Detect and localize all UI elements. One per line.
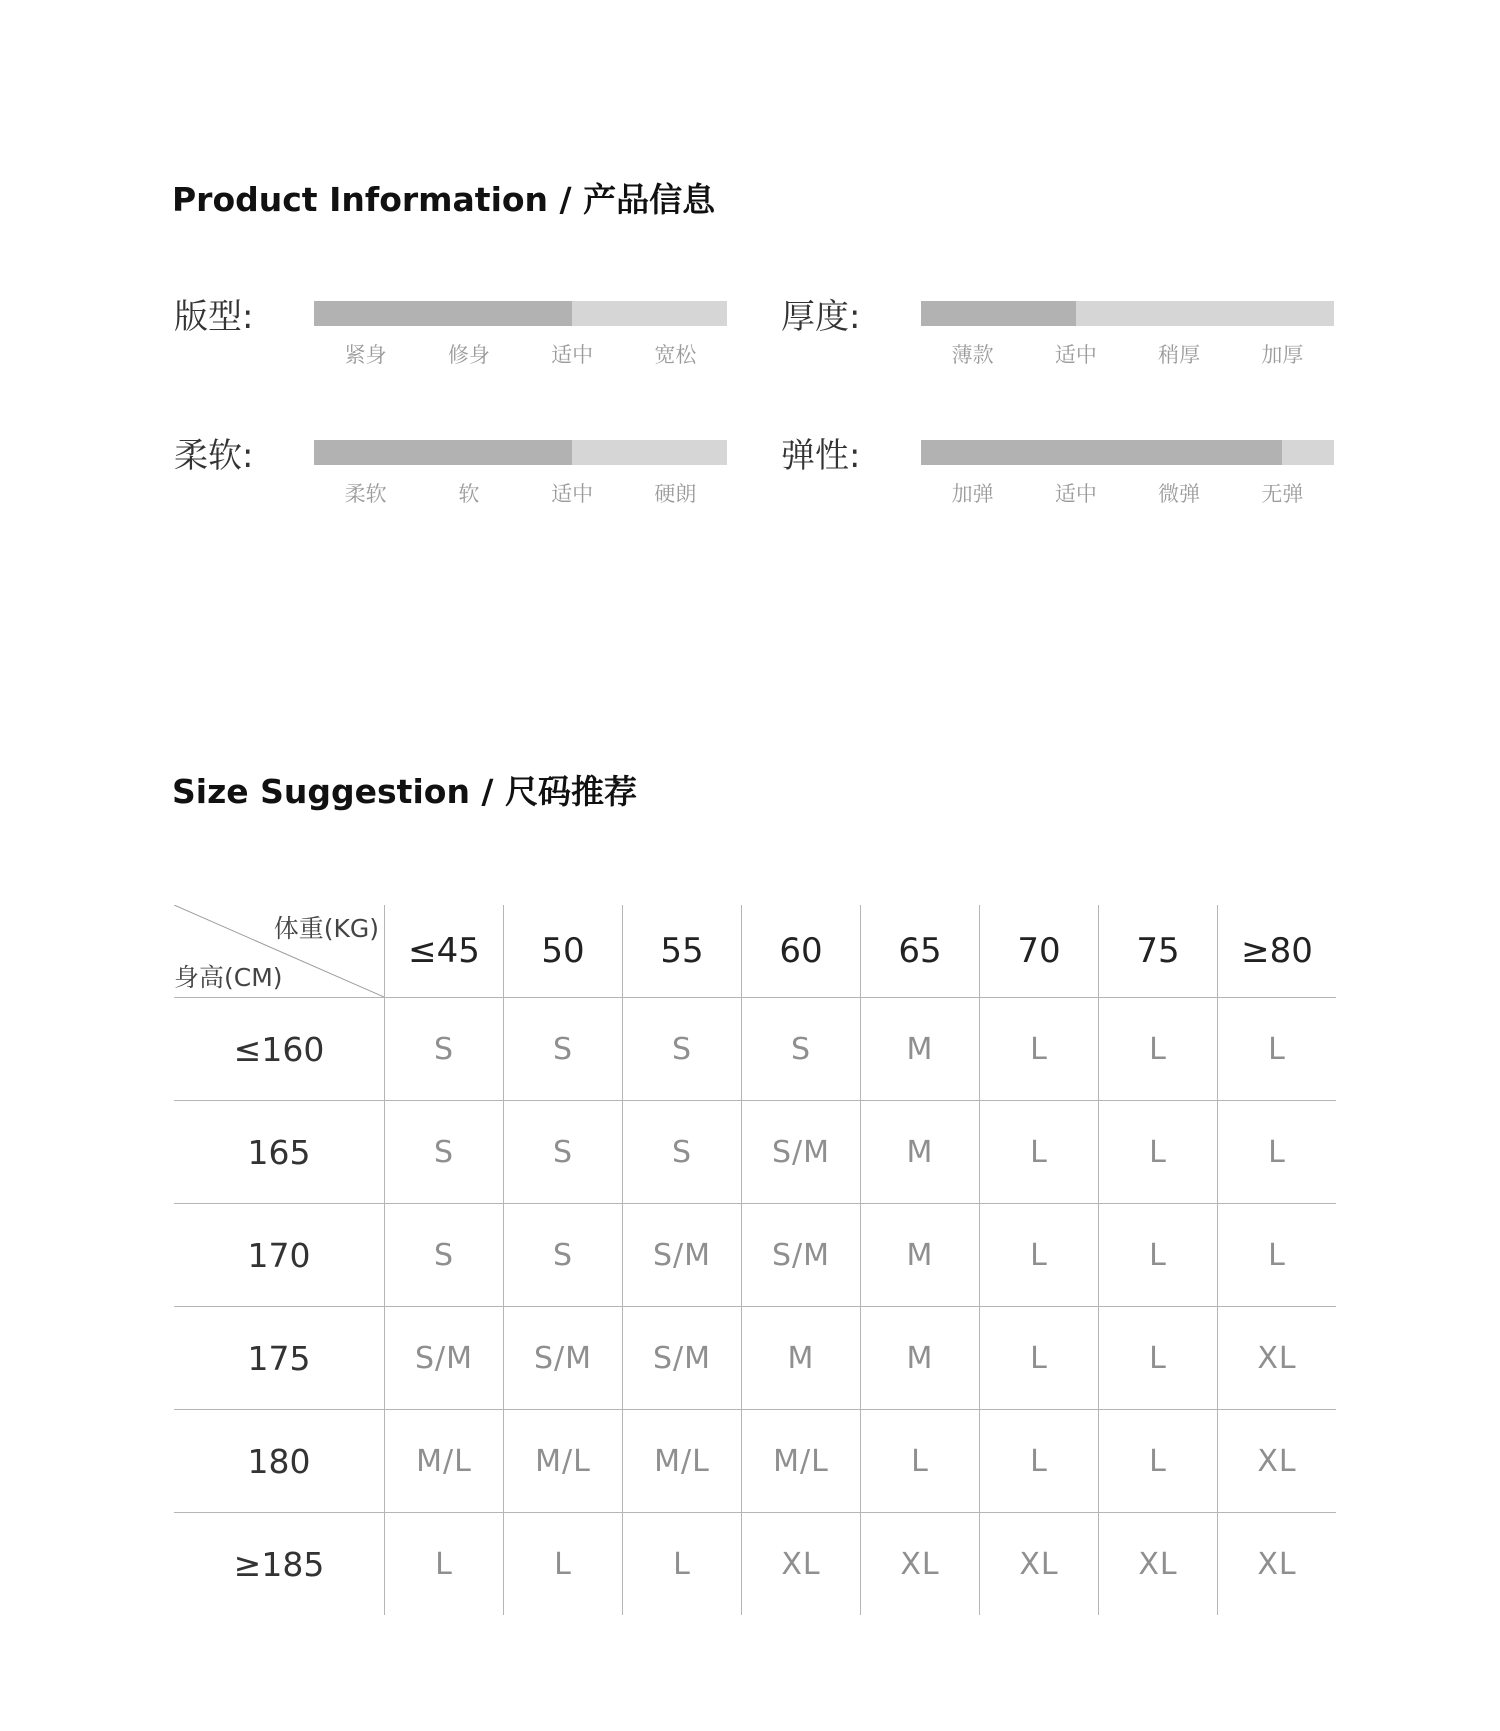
attribute-label: 弹性: [781, 436, 861, 476]
attribute-option: 适中 [551, 482, 594, 506]
weight-column-header: 55 [623, 905, 742, 998]
weight-column-header: 60 [742, 905, 861, 998]
size-cell: L [980, 1307, 1099, 1410]
attribute-option: 加弹 [951, 482, 994, 506]
attribute-option: 柔软 [344, 482, 387, 506]
size-cell: XL [1218, 1513, 1337, 1616]
size-cell: S [504, 998, 623, 1101]
size-cell: L [1099, 1204, 1218, 1307]
attribute-option: 修身 [447, 343, 490, 367]
attribute-level-track [314, 301, 727, 326]
attribute-fit [174, 297, 774, 401]
weight-column-header: 70 [980, 905, 1099, 998]
attribute-options [921, 339, 1334, 369]
size-cell: M [861, 1204, 980, 1307]
attribute-option: 加厚 [1261, 343, 1304, 367]
size-cell: S/M [742, 1204, 861, 1307]
attribute-option: 宽松 [654, 343, 697, 367]
attribute-level-track [921, 440, 1334, 465]
size-cell: L [1099, 1101, 1218, 1204]
attribute-level-fill [314, 440, 572, 465]
attribute-option: 无弹 [1261, 482, 1304, 506]
attribute-label: 柔软: [174, 436, 254, 476]
weight-column-header: 75 [1099, 905, 1218, 998]
height-row-label: 175 [174, 1307, 385, 1410]
size-cell: L [1218, 1204, 1337, 1307]
size-chart-row [174, 998, 1336, 1101]
size-cell: S/M [385, 1307, 504, 1410]
size-cell: L [1099, 1307, 1218, 1410]
size-cell: S [385, 1204, 504, 1307]
size-cell: M/L [504, 1410, 623, 1513]
size-cell: XL [861, 1513, 980, 1616]
size-cell: L [385, 1513, 504, 1616]
size-cell: M/L [385, 1410, 504, 1513]
size-chart-row [174, 1204, 1336, 1307]
size-chart-row [174, 1513, 1336, 1616]
size-cell: S [623, 1101, 742, 1204]
attribute-level-fill [314, 301, 572, 326]
size-cell: L [861, 1410, 980, 1513]
size-cell: M/L [742, 1410, 861, 1513]
size-cell: S/M [623, 1204, 742, 1307]
attribute-option: 薄款 [951, 343, 994, 367]
size-cell: M [861, 1101, 980, 1204]
size-cell: S [742, 998, 861, 1101]
size-cell: M [861, 998, 980, 1101]
size-cell: L [980, 998, 1099, 1101]
size-chart-row [174, 1101, 1336, 1204]
attribute-options [921, 478, 1334, 508]
product-info-title: Product Information / 产品信息 [172, 180, 716, 219]
attribute-option: 硬朗 [654, 482, 697, 506]
attribute-option: 稍厚 [1158, 343, 1201, 367]
weight-column-header: ≤45 [385, 905, 504, 998]
weight-axis-label: 体重(KG) [273, 914, 379, 943]
attribute-option: 适中 [1054, 482, 1097, 506]
weight-column-header: ≥80 [1218, 905, 1337, 998]
size-cell: S/M [742, 1101, 861, 1204]
attribute-option: 软 [458, 482, 480, 506]
attribute-level-track [314, 440, 727, 465]
attribute-options [314, 478, 727, 508]
size-cell: L [980, 1101, 1099, 1204]
size-chart-row [174, 1307, 1336, 1410]
attribute-option: 适中 [1054, 343, 1097, 367]
size-cell: L [1218, 998, 1337, 1101]
size-cell: L [623, 1513, 742, 1616]
size-chart-table [174, 905, 1336, 1615]
size-cell: S [504, 1101, 623, 1204]
size-chart-header-row [174, 905, 1336, 998]
size-cell: S/M [623, 1307, 742, 1410]
size-cell: XL [1099, 1513, 1218, 1616]
attribute-options [314, 339, 727, 369]
attribute-level-fill [921, 301, 1076, 326]
attribute-thickness [781, 297, 1381, 401]
height-row-label: 180 [174, 1410, 385, 1513]
height-row-label: ≤160 [174, 998, 385, 1101]
size-cell: XL [742, 1513, 861, 1616]
attribute-level-track [921, 301, 1334, 326]
attribute-label: 厚度: [781, 297, 861, 337]
size-cell: M [861, 1307, 980, 1410]
attribute-option: 微弹 [1158, 482, 1201, 506]
size-cell: XL [980, 1513, 1099, 1616]
height-row-label: ≥185 [174, 1513, 385, 1616]
size-chart-row [174, 1410, 1336, 1513]
size-cell: S [385, 998, 504, 1101]
attribute-elasticity [781, 436, 1381, 540]
attribute-level-fill [921, 440, 1282, 465]
size-cell: L [1218, 1101, 1337, 1204]
height-axis-label: 身高(CM) [174, 963, 283, 992]
size-cell: L [980, 1204, 1099, 1307]
size-cell: L [1099, 998, 1218, 1101]
height-row-label: 165 [174, 1101, 385, 1204]
weight-column-header: 65 [861, 905, 980, 998]
size-cell: M/L [623, 1410, 742, 1513]
attribute-label: 版型: [174, 297, 254, 337]
size-cell: L [504, 1513, 623, 1616]
size-cell: L [1099, 1410, 1218, 1513]
size-cell: L [980, 1410, 1099, 1513]
attribute-option: 紧身 [344, 343, 387, 367]
size-cell: S [623, 998, 742, 1101]
size-cell: XL [1218, 1410, 1337, 1513]
attribute-softness [174, 436, 774, 540]
size-cell: XL [1218, 1307, 1337, 1410]
weight-column-header: 50 [504, 905, 623, 998]
size-cell: S [385, 1101, 504, 1204]
size-cell: S/M [504, 1307, 623, 1410]
attribute-option: 适中 [551, 343, 594, 367]
size-cell: M [742, 1307, 861, 1410]
size-chart-corner [174, 905, 385, 998]
size-suggestion-title: Size Suggestion / 尺码推荐 [172, 772, 637, 811]
size-cell: S [504, 1204, 623, 1307]
height-row-label: 170 [174, 1204, 385, 1307]
